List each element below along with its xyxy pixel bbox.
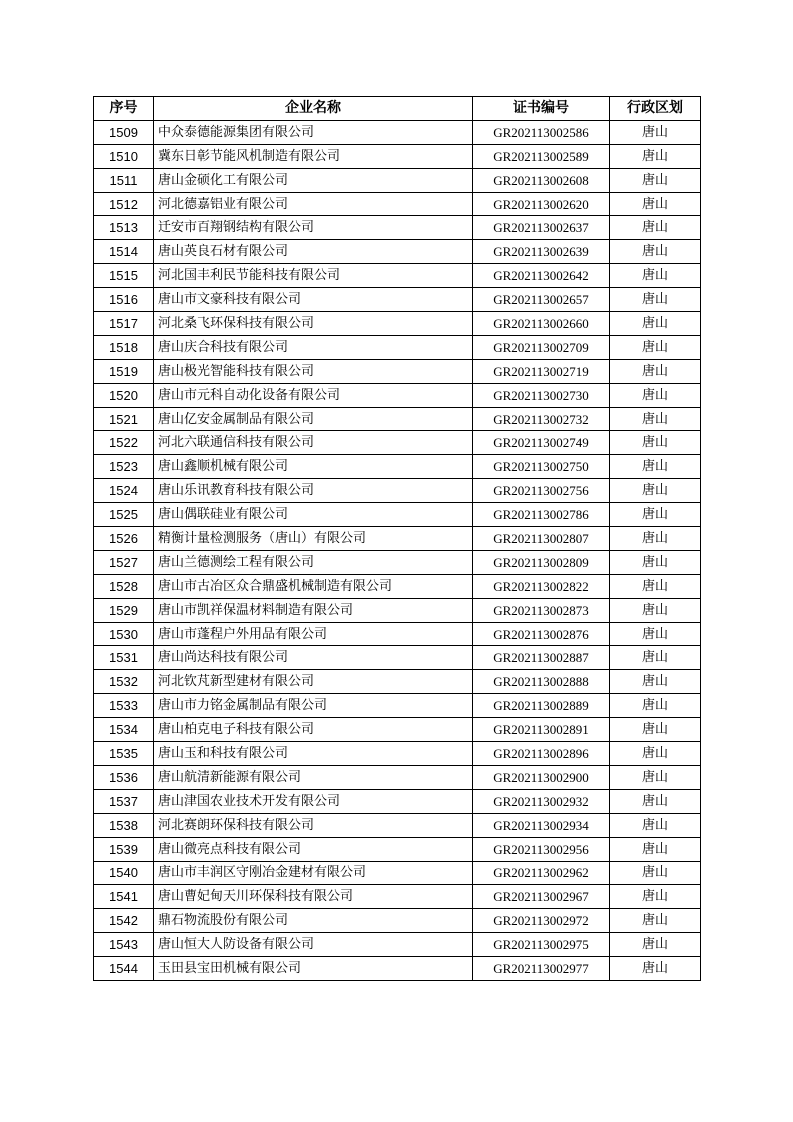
row-region: 唐山 [610,909,701,933]
row-certificate-number: GR202113002934 [473,813,610,837]
row-company-name: 唐山偶联硅业有限公司 [154,503,473,527]
table-row [94,144,701,168]
row-certificate-number: GR202113002822 [473,574,610,598]
row-certificate-number: GR202113002888 [473,670,610,694]
row-index: 1525 [94,503,154,527]
table-row [94,288,701,312]
row-company-name: 唐山市凯祥保温材料制造有限公司 [154,598,473,622]
table-row [94,574,701,598]
table-row [94,120,701,144]
row-certificate-number: GR202113002719 [473,359,610,383]
row-company-name: 唐山微亮点科技有限公司 [154,837,473,861]
row-region: 唐山 [610,503,701,527]
row-company-name: 河北国丰利民节能科技有限公司 [154,264,473,288]
row-region: 唐山 [610,192,701,216]
row-certificate-number: GR202113002891 [473,718,610,742]
table-row [94,837,701,861]
row-region: 唐山 [610,144,701,168]
row-region: 唐山 [610,407,701,431]
table-row [94,503,701,527]
row-company-name: 中众泰德能源集团有限公司 [154,120,473,144]
row-company-name: 唐山尚达科技有限公司 [154,646,473,670]
row-company-name: 唐山亿安金属制品有限公司 [154,407,473,431]
row-region: 唐山 [610,837,701,861]
row-index: 1540 [94,861,154,885]
table-row [94,598,701,622]
row-region: 唐山 [610,813,701,837]
row-company-name: 唐山英良石材有限公司 [154,240,473,264]
row-company-name: 冀东日彰节能风机制造有限公司 [154,144,473,168]
table-row [94,335,701,359]
table-row [94,479,701,503]
row-region: 唐山 [610,957,701,981]
row-certificate-number: GR202113002962 [473,861,610,885]
row-certificate-number: GR202113002639 [473,240,610,264]
row-region: 唐山 [610,598,701,622]
row-certificate-number: GR202113002730 [473,383,610,407]
row-index: 1543 [94,933,154,957]
row-index: 1544 [94,957,154,981]
row-certificate-number: GR202113002608 [473,168,610,192]
row-company-name: 唐山市丰润区守刚冶金建材有限公司 [154,861,473,885]
row-certificate-number: GR202113002637 [473,216,610,240]
header-row [94,97,701,121]
row-region: 唐山 [610,120,701,144]
row-region: 唐山 [610,383,701,407]
row-company-name: 唐山恒大人防设备有限公司 [154,933,473,957]
row-index: 1528 [94,574,154,598]
row-company-name: 唐山市力铭金属制品有限公司 [154,694,473,718]
row-certificate-number: GR202113002589 [473,144,610,168]
row-region: 唐山 [610,646,701,670]
row-region: 唐山 [610,455,701,479]
table-row [94,216,701,240]
row-index: 1530 [94,622,154,646]
table-row [94,383,701,407]
row-company-name: 唐山玉和科技有限公司 [154,742,473,766]
table-body [94,120,701,980]
row-region: 唐山 [610,718,701,742]
row-index: 1541 [94,885,154,909]
row-index: 1536 [94,765,154,789]
header-region: 行政区划 [610,97,701,121]
row-certificate-number: GR202113002807 [473,527,610,551]
row-company-name: 唐山市文豪科技有限公司 [154,288,473,312]
row-certificate-number: GR202113002876 [473,622,610,646]
table-row [94,765,701,789]
row-certificate-number: GR202113002972 [473,909,610,933]
row-index: 1514 [94,240,154,264]
row-region: 唐山 [610,527,701,551]
row-certificate-number: GR202113002750 [473,455,610,479]
row-index: 1542 [94,909,154,933]
header-certificate: 证书编号 [473,97,610,121]
row-region: 唐山 [610,550,701,574]
row-certificate-number: GR202113002873 [473,598,610,622]
row-index: 1523 [94,455,154,479]
table-row [94,789,701,813]
row-certificate-number: GR202113002786 [473,503,610,527]
table-header [94,97,701,121]
row-certificate-number: GR202113002977 [473,957,610,981]
row-region: 唐山 [610,479,701,503]
table-row [94,431,701,455]
row-company-name: 唐山津国农业技术开发有限公司 [154,789,473,813]
row-company-name: 唐山柏克电子科技有限公司 [154,718,473,742]
row-certificate-number: GR202113002732 [473,407,610,431]
certificate-table [93,96,701,981]
row-certificate-number: GR202113002956 [473,837,610,861]
row-company-name: 唐山金硕化工有限公司 [154,168,473,192]
table-row [94,861,701,885]
row-company-name: 唐山曹妃甸天川环保科技有限公司 [154,885,473,909]
row-region: 唐山 [610,765,701,789]
table-row [94,622,701,646]
table-row [94,813,701,837]
row-index: 1524 [94,479,154,503]
row-company-name: 河北钦芃新型建材有限公司 [154,670,473,694]
row-company-name: 河北桑飞环保科技有限公司 [154,312,473,336]
table-row [94,694,701,718]
row-index: 1531 [94,646,154,670]
row-company-name: 唐山极光智能科技有限公司 [154,359,473,383]
row-index: 1518 [94,335,154,359]
row-index: 1538 [94,813,154,837]
row-region: 唐山 [610,694,701,718]
table-row [94,670,701,694]
table-row [94,407,701,431]
row-region: 唐山 [610,312,701,336]
table-row [94,885,701,909]
table-row [94,742,701,766]
row-index: 1529 [94,598,154,622]
row-certificate-number: GR202113002896 [473,742,610,766]
table-row [94,527,701,551]
row-company-name: 唐山庆合科技有限公司 [154,335,473,359]
table-row [94,192,701,216]
table-row [94,718,701,742]
row-region: 唐山 [610,742,701,766]
table-row [94,957,701,981]
row-company-name: 唐山航清新能源有限公司 [154,765,473,789]
row-certificate-number: GR202113002756 [473,479,610,503]
row-region: 唐山 [610,670,701,694]
table-row [94,646,701,670]
table-row [94,264,701,288]
row-index: 1534 [94,718,154,742]
row-certificate-number: GR202113002967 [473,885,610,909]
row-index: 1519 [94,359,154,383]
row-company-name: 河北德嘉铝业有限公司 [154,192,473,216]
row-region: 唐山 [610,335,701,359]
row-region: 唐山 [610,622,701,646]
row-company-name: 唐山市古冶区众合鼎盛机械制造有限公司 [154,574,473,598]
row-certificate-number: GR202113002809 [473,550,610,574]
table-row [94,550,701,574]
row-index: 1521 [94,407,154,431]
row-company-name: 玉田县宝田机械有限公司 [154,957,473,981]
row-region: 唐山 [610,264,701,288]
row-region: 唐山 [610,216,701,240]
row-company-name: 唐山乐讯教育科技有限公司 [154,479,473,503]
row-index: 1510 [94,144,154,168]
row-region: 唐山 [610,168,701,192]
row-region: 唐山 [610,359,701,383]
row-region: 唐山 [610,933,701,957]
row-index: 1539 [94,837,154,861]
row-index: 1512 [94,192,154,216]
row-index: 1527 [94,550,154,574]
row-index: 1515 [94,264,154,288]
row-company-name: 唐山市蓬程户外用品有限公司 [154,622,473,646]
header-index: 序号 [94,97,154,121]
row-region: 唐山 [610,574,701,598]
row-region: 唐山 [610,885,701,909]
row-company-name: 河北六联通信科技有限公司 [154,431,473,455]
row-index: 1517 [94,312,154,336]
row-region: 唐山 [610,861,701,885]
row-index: 1516 [94,288,154,312]
table-row [94,455,701,479]
row-certificate-number: GR202113002642 [473,264,610,288]
row-certificate-number: GR202113002975 [473,933,610,957]
table-row [94,168,701,192]
row-index: 1509 [94,120,154,144]
row-company-name: 精衡计量检测服务（唐山）有限公司 [154,527,473,551]
row-region: 唐山 [610,431,701,455]
row-certificate-number: GR202113002887 [473,646,610,670]
row-index: 1537 [94,789,154,813]
row-certificate-number: GR202113002657 [473,288,610,312]
table-row [94,359,701,383]
row-certificate-number: GR202113002900 [473,765,610,789]
row-company-name: 唐山兰德测绘工程有限公司 [154,550,473,574]
row-index: 1535 [94,742,154,766]
row-certificate-number: GR202113002932 [473,789,610,813]
table-row [94,312,701,336]
row-certificate-number: GR202113002620 [473,192,610,216]
table-row [94,933,701,957]
row-company-name: 唐山市元科自动化设备有限公司 [154,383,473,407]
row-index: 1532 [94,670,154,694]
row-company-name: 河北赛朗环保科技有限公司 [154,813,473,837]
row-region: 唐山 [610,789,701,813]
row-index: 1513 [94,216,154,240]
table-row [94,240,701,264]
row-certificate-number: GR202113002709 [473,335,610,359]
row-company-name: 唐山鑫顺机械有限公司 [154,455,473,479]
row-company-name: 迁安市百翔钢结构有限公司 [154,216,473,240]
row-certificate-number: GR202113002586 [473,120,610,144]
row-region: 唐山 [610,240,701,264]
header-company: 企业名称 [154,97,473,121]
row-certificate-number: GR202113002660 [473,312,610,336]
row-region: 唐山 [610,288,701,312]
table-row [94,909,701,933]
row-index: 1522 [94,431,154,455]
row-index: 1533 [94,694,154,718]
row-index: 1526 [94,527,154,551]
row-company-name: 鼎石物流股份有限公司 [154,909,473,933]
row-certificate-number: GR202113002749 [473,431,610,455]
row-certificate-number: GR202113002889 [473,694,610,718]
row-index: 1511 [94,168,154,192]
row-index: 1520 [94,383,154,407]
